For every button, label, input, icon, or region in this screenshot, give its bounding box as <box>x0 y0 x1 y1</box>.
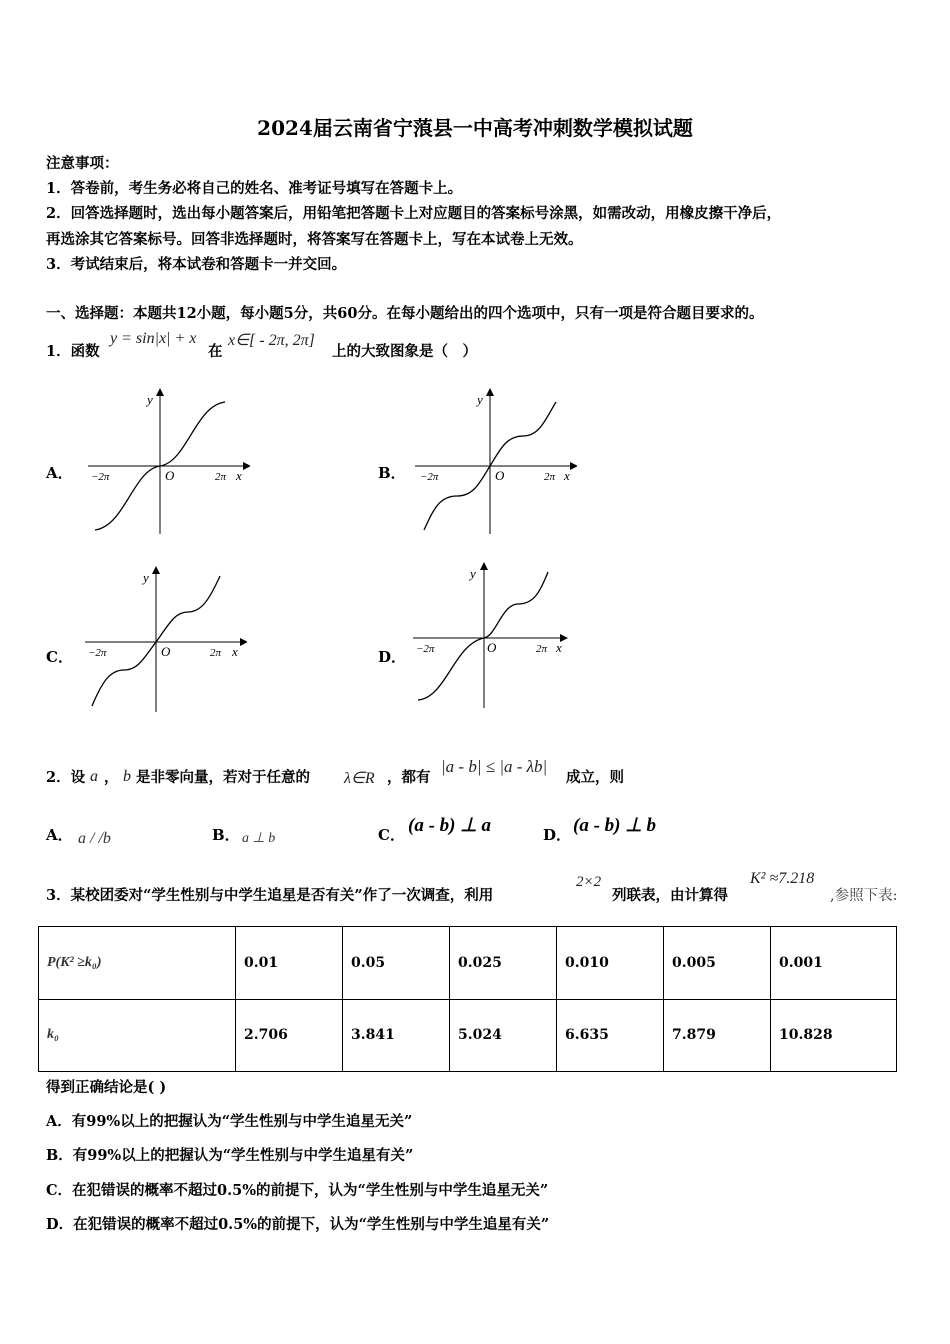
q1-graph-b-origin-label: O <box>495 468 505 483</box>
notice-item-1: 1．答卷前，考生务必将自己的姓名、准考证号填写在答题卡上。 <box>46 180 463 197</box>
notice-item-3: 3．考试结束后，将本试卷和答题卡一并交回。 <box>46 256 347 273</box>
q1-option-a[interactable]: A． <box>46 464 73 482</box>
q1-graph-b <box>412 388 577 542</box>
q2-option-c: (a - b) ⊥ a <box>408 815 492 836</box>
table-cell: 3.841 <box>343 999 450 1072</box>
q1-option-d[interactable]: D． <box>378 648 407 666</box>
q1-graph-a-origin-label: O <box>165 468 175 483</box>
q3-table-size: 2×2 <box>576 874 602 890</box>
q2-option-d: (a - b) ⊥ b <box>573 815 657 836</box>
q1-graph-c-x-label: x <box>232 644 238 659</box>
table-cell: 0.025 <box>450 927 557 1000</box>
q1-graph-a <box>85 388 250 542</box>
q2-option-d-label[interactable]: D． <box>543 826 572 844</box>
table-row-head-p: P(K² ≥k₀) <box>39 927 236 1000</box>
q3-option-a[interactable]: A．有99%以上的把握认为“学生性别与中学生追星无关” <box>46 1113 413 1130</box>
table-row <box>39 927 897 1000</box>
q1-function: y = sin|x| + x <box>110 330 197 347</box>
table-cell: 2.706 <box>236 999 343 1072</box>
q3-option-b[interactable]: B．有99%以上的把握认为“学生性别与中学生追星有关” <box>46 1147 414 1164</box>
q2-prefix: 2．设 <box>46 769 86 786</box>
table-cell: 0.005 <box>664 927 771 1000</box>
notice-item-2-line-2: 再选涂其它答案标号。回答非选择题时，将答案写在答题卡上，写在本试卷上无效。 <box>46 231 583 248</box>
q1-domain: x∈[ - 2π, 2π] <box>228 332 315 349</box>
q1-mid: 在 <box>208 343 223 360</box>
q1-graph-d <box>410 562 575 714</box>
q1-graph-c-origin-label: O <box>161 644 171 659</box>
table-cell: 7.879 <box>664 999 771 1072</box>
q1-option-b[interactable]: B． <box>378 464 406 482</box>
notice-heading: 注意事项： <box>46 155 119 172</box>
q3-mid: 列联表，由计算得 <box>612 887 728 904</box>
notice-item-2-line-1: 2．回答选择题时，选出每小题答案后，用铅笔把答题卡上对应题目的答案标号涂黑，如需改动，用橡皮擦干净后， <box>46 205 782 222</box>
q1-graph-b-x-label: x <box>564 468 570 483</box>
q1-graph-a-y-label: y <box>147 392 153 407</box>
table-cell: 0.001 <box>771 927 897 1000</box>
table-cell: 10.828 <box>771 999 897 1072</box>
q3-suffix: ,参照下表: <box>830 888 898 904</box>
q1-graph-a-x-label: x <box>236 468 242 483</box>
section-heading: 一、选择题：本题共12小题，每小题5分，共60分。在每小题给出的四个选项中，只有一项是符合题目要求的。 <box>46 305 764 322</box>
q3-option-c[interactable]: C．在犯错误的概率不超过0.5%的前提下，认为“学生性别与中学生追星无关” <box>46 1182 549 1199</box>
q2-inequality: |a - b| ≤ |a - λb| <box>441 757 548 776</box>
q1-graph-a-pos-label: 2π <box>215 471 227 483</box>
q1-prefix: 1．函数 <box>46 343 100 360</box>
q1-graph-c-y-label: y <box>143 570 149 585</box>
q2-option-b-label[interactable]: B． <box>212 826 240 844</box>
table-cell: 5.024 <box>450 999 557 1072</box>
q3-k2-value: K² ≈7.218 <box>750 870 815 887</box>
q1-suffix: 上的大致图象是（ ） <box>332 343 477 360</box>
q1-graph-a-neg-label: −2π <box>91 471 110 483</box>
q1-graph-d-origin-label: O <box>487 640 497 655</box>
q2-option-c-label[interactable]: C． <box>378 826 405 844</box>
q2-vector-b: b <box>123 768 131 785</box>
table-row-head-k: k₀ <box>39 999 236 1072</box>
q1-graph-c-pos-label: 2π <box>210 647 222 659</box>
table-row <box>39 999 897 1072</box>
q1-graph-d-x-label: x <box>556 640 562 655</box>
q2-option-a: a / /b <box>78 830 111 847</box>
q2-mid2: ，都有 <box>387 769 431 786</box>
q2-lambda: λ∈R <box>344 770 375 787</box>
q1-graph-b-y-label: y <box>477 392 483 407</box>
q1-graph-d-neg-label: −2π <box>416 643 435 655</box>
q1-graph-c <box>82 566 247 718</box>
q3-option-d[interactable]: D．在犯错误的概率不超过0.5%的前提下，认为“学生性别与中学生追星有关” <box>46 1216 550 1233</box>
q2-mid: 是非零向量，若对于任意的 <box>136 769 310 786</box>
q2-vector-a: a <box>90 768 98 785</box>
q2-suffix: 成立，则 <box>566 769 624 786</box>
critical-value-table <box>38 926 897 1072</box>
q2-option-a-label[interactable]: A． <box>46 826 73 844</box>
table-cell: 0.01 <box>236 927 343 1000</box>
q2-comma: ， <box>104 769 119 786</box>
q1-option-c[interactable]: C． <box>46 648 73 666</box>
q1-graph-c-neg-label: −2π <box>88 647 107 659</box>
q1-graph-b-neg-label: −2π <box>420 471 439 483</box>
q2-option-b: a ⊥ b <box>242 831 276 846</box>
page-title: 2024届云南省宁蒗县一中高考冲刺数学模拟试题 <box>257 116 693 140</box>
q1-graph-d-pos-label: 2π <box>536 643 548 655</box>
q1-graph-b-pos-label: 2π <box>544 471 556 483</box>
q1-graph-d-y-label: y <box>470 566 476 581</box>
q3-prefix: 3．某校团委对“学生性别与中学生追星是否有关”作了一次调查，利用 <box>46 887 494 904</box>
table-cell: 6.635 <box>557 999 664 1072</box>
q3-conclusion-prompt: 得到正确结论是( ) <box>46 1079 167 1096</box>
table-cell: 0.05 <box>343 927 450 1000</box>
table-cell: 0.010 <box>557 927 664 1000</box>
